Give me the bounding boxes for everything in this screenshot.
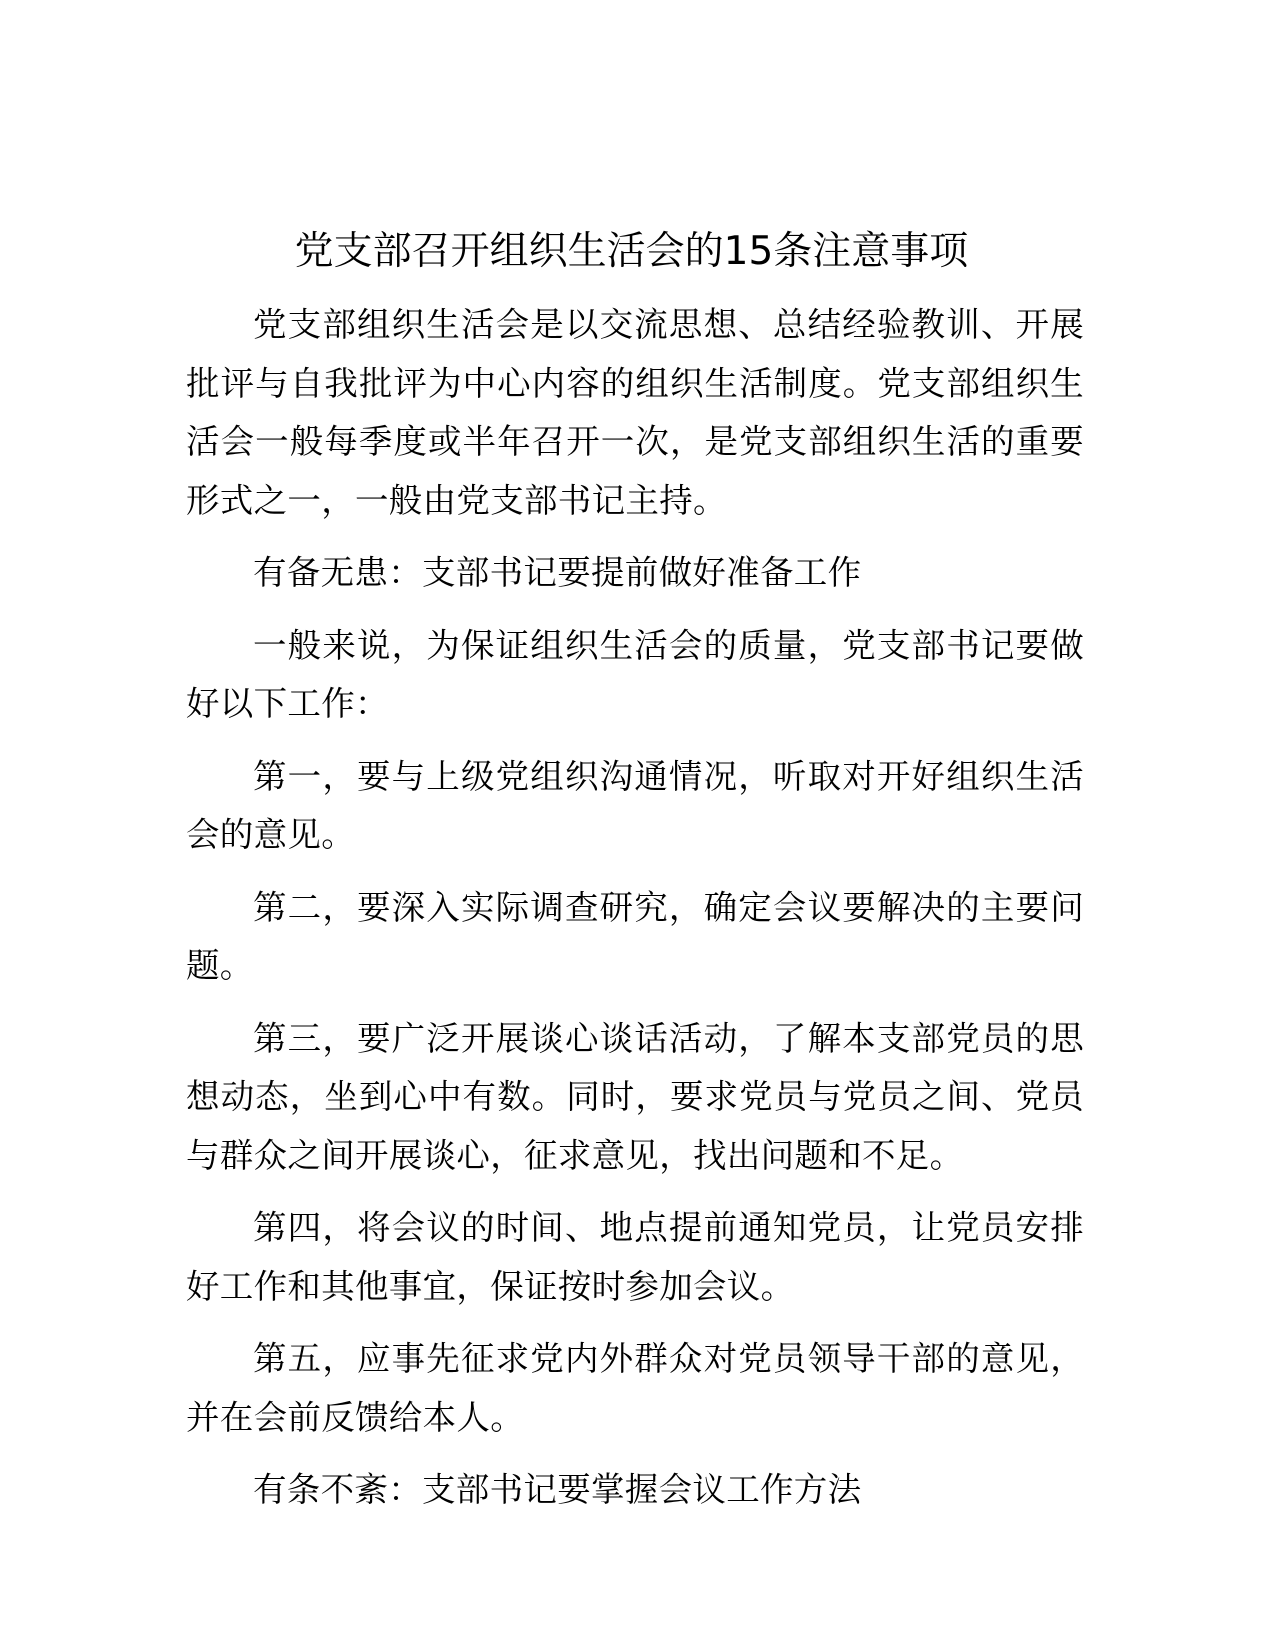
section-heading-method: 有条不紊：支部书记要掌握会议工作方法 [253, 1470, 862, 1509]
paragraph-item-3: 第三，要广泛开展谈心谈话活动，了解本支部党员的思想动态，坐到心中有数。同时，要求党员与党员之间、党员与群众之间开展谈心，征求意见，找出问题和不足。 [186, 1018, 1084, 1175]
paragraph-item-5: 第五，应事先征求党内外群众对党员领导干部的意见，并在会前反馈给本人。 [186, 1339, 1084, 1437]
paragraph-item-4: 第四，将会议的时间、地点提前通知党员，让党员安排好工作和其他事宜，保证按时参加会议。 [186, 1208, 1084, 1306]
section-heading-preparation: 有备无患：支部书记要提前做好准备工作 [253, 553, 862, 592]
paragraph-intro: 党支部组织生活会是以交流思想、总结经验教训、开展批评与自我批评为中心内容的组织生活制度。党支部组织生活会一般每季度或半年召开一次，是党支部组织生活的重要形式之一，一般由党支部书记主持。 [186, 305, 1084, 520]
paragraph-item-2: 第二，要深入实际调查研究，确定会议要解决的主要问题。 [186, 887, 1084, 985]
paragraph-overview: 一般来说，为保证组织生活会的质量，党支部书记要做好以下工作： [186, 625, 1084, 723]
document-body [186, 296, 1084, 1534]
document-title: 党支部召开组织生活会的15条注意事项 [294, 229, 969, 274]
paragraph-item-1: 第一，要与上级党组织沟通情况，听取对开好组织生活会的意见。 [186, 756, 1084, 854]
